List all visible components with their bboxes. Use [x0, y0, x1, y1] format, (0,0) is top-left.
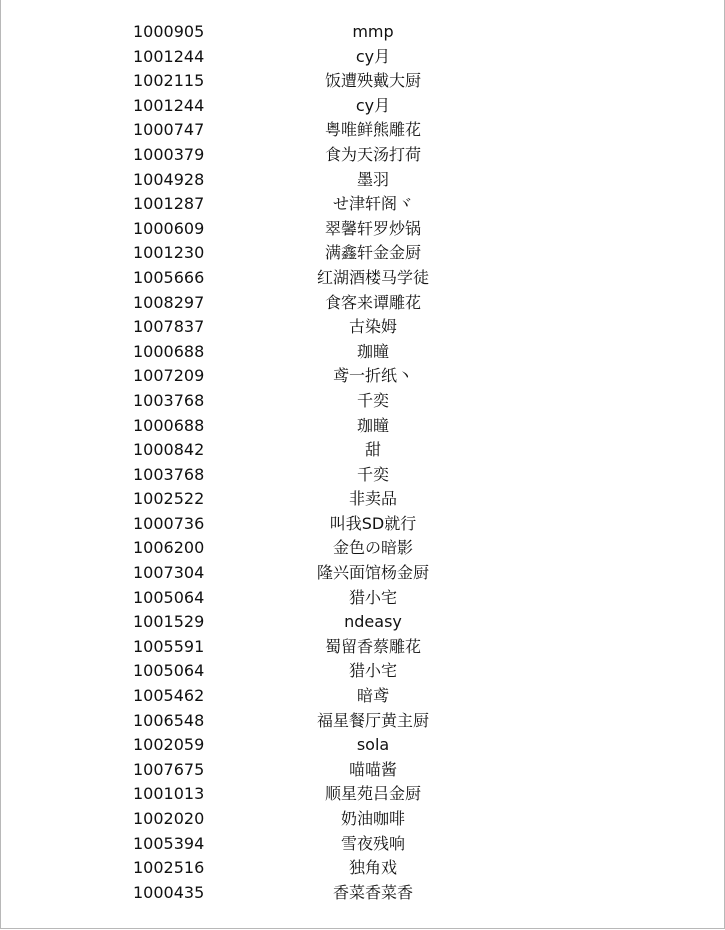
table-row	[1, 684, 724, 709]
id-cell: 1001287	[133, 194, 205, 214]
name-cell: 暗鸢	[356, 686, 389, 706]
table-row	[1, 438, 724, 463]
table-row	[1, 69, 724, 94]
table-row	[1, 487, 724, 512]
id-cell: 1005064	[133, 661, 205, 681]
name-cell: 金色の暗影	[332, 538, 413, 558]
name-cell: 隆兴面馆杨金厨	[316, 563, 429, 583]
id-cell: 1001529	[133, 612, 205, 632]
id-cell: 1007209	[133, 366, 205, 386]
table-row	[1, 856, 724, 881]
name-cell: 饭遭殃戴大厨	[324, 71, 421, 91]
name-cell: 满鑫轩金金厨	[324, 243, 421, 263]
table-row	[1, 733, 724, 758]
id-cell: 1000609	[133, 218, 205, 238]
table-row	[1, 364, 724, 389]
name-cell: 福星餐厅黄主厨	[316, 710, 429, 730]
name-cell: 雪夜残响	[340, 833, 405, 853]
id-cell: 1000688	[133, 341, 205, 361]
name-cell: mmp	[352, 22, 394, 41]
name-cell: 鸢一折纸丶	[332, 366, 413, 386]
name-cell: 食客来谭雕花	[324, 292, 421, 312]
id-cell: 1007675	[133, 759, 205, 779]
table-row	[1, 536, 724, 561]
id-cell: 1008297	[133, 292, 205, 312]
table-row	[1, 118, 724, 143]
id-cell: 1002059	[133, 735, 205, 755]
id-cell: 1006200	[133, 538, 205, 558]
id-cell: 1005462	[133, 686, 205, 706]
id-cell: 1001244	[133, 46, 205, 66]
id-cell: 1005064	[133, 587, 205, 607]
table-row	[1, 389, 724, 414]
table-row	[1, 610, 724, 635]
table-row	[1, 561, 724, 586]
id-cell: 1006548	[133, 710, 205, 730]
name-cell: 粤唯鲜熊雕花	[324, 120, 421, 140]
name-cell: 蜀留香蔡雕花	[324, 636, 421, 656]
id-cell: 1002115	[133, 71, 205, 91]
table-row	[1, 143, 724, 168]
name-cell: 猎小宅	[348, 661, 397, 681]
table-row	[1, 45, 724, 70]
name-cell: 香菜香菜香	[332, 882, 413, 902]
id-cell: 1002020	[133, 809, 205, 828]
table-row	[1, 463, 724, 488]
id-cell: 1003768	[133, 464, 205, 484]
table-row	[1, 586, 724, 611]
id-cell: 1000688	[133, 415, 205, 435]
table-row	[1, 758, 724, 783]
name-cell: 甜	[364, 440, 381, 460]
id-cell: 1005394	[133, 833, 205, 853]
id-cell: 1000736	[133, 513, 205, 533]
table-row	[1, 414, 724, 439]
id-cell: 1005666	[133, 267, 205, 287]
name-cell: sola	[356, 735, 390, 755]
id-cell: 1000747	[133, 120, 205, 140]
name-cell: cy月	[355, 95, 391, 115]
table-row	[1, 512, 724, 537]
name-cell: 猎小宅	[348, 587, 397, 607]
name-cell: 古染姆	[348, 317, 397, 337]
name-cell: 奶油咖啡	[340, 809, 405, 828]
id-cell: 1001244	[133, 95, 205, 115]
name-cell: せ津轩阁ヾ	[332, 194, 413, 214]
name-cell: 翠馨轩罗炒锅	[324, 218, 421, 238]
table-row	[1, 881, 724, 906]
id-cell: 1000379	[133, 144, 205, 164]
id-cell: 1000905	[133, 22, 205, 41]
id-cell: 1000842	[133, 440, 205, 460]
table-row	[1, 192, 724, 217]
name-cell: 喵喵酱	[348, 759, 397, 779]
table-row	[1, 659, 724, 684]
name-cell: 顺星苑吕金厨	[324, 784, 421, 804]
table-row	[1, 291, 724, 316]
name-cell: 珈瞳	[356, 415, 389, 435]
table-row	[1, 241, 724, 266]
table-row	[1, 94, 724, 119]
name-cell: 叫我SD就行	[329, 513, 417, 533]
id-cell: 1002516	[133, 858, 205, 878]
id-cell: 1001230	[133, 243, 205, 263]
id-cell: 1000435	[133, 882, 205, 902]
name-cell: 千奕	[356, 390, 389, 410]
id-cell: 1007837	[133, 317, 205, 337]
name-cell: cy月	[355, 46, 391, 66]
id-cell: 1002522	[133, 489, 205, 509]
name-cell: 珈瞳	[356, 341, 389, 361]
name-cell: 千奕	[356, 464, 389, 484]
table-row	[1, 635, 724, 660]
table-row	[1, 266, 724, 291]
name-cell: 食为天汤打荷	[324, 144, 421, 164]
data-table	[1, 20, 724, 905]
name-cell: 红湖酒楼马学徒	[316, 267, 429, 287]
table-row	[1, 315, 724, 340]
name-cell: ndeasy	[344, 612, 402, 632]
table-row	[1, 340, 724, 365]
id-cell: 1004928	[133, 169, 205, 189]
table-row	[1, 782, 724, 807]
table-row	[1, 168, 724, 193]
id-cell: 1001013	[133, 784, 205, 804]
id-cell: 1007304	[133, 563, 205, 583]
table-row	[1, 832, 724, 857]
id-cell: 1003768	[133, 390, 205, 410]
name-cell: 非卖品	[348, 489, 397, 509]
table-row	[1, 807, 724, 832]
table-row	[1, 709, 724, 734]
name-cell: 墨羽	[356, 169, 389, 189]
name-cell: 独角戏	[348, 858, 397, 878]
table-row	[1, 20, 724, 45]
table-row	[1, 217, 724, 242]
id-cell: 1005591	[133, 636, 205, 656]
